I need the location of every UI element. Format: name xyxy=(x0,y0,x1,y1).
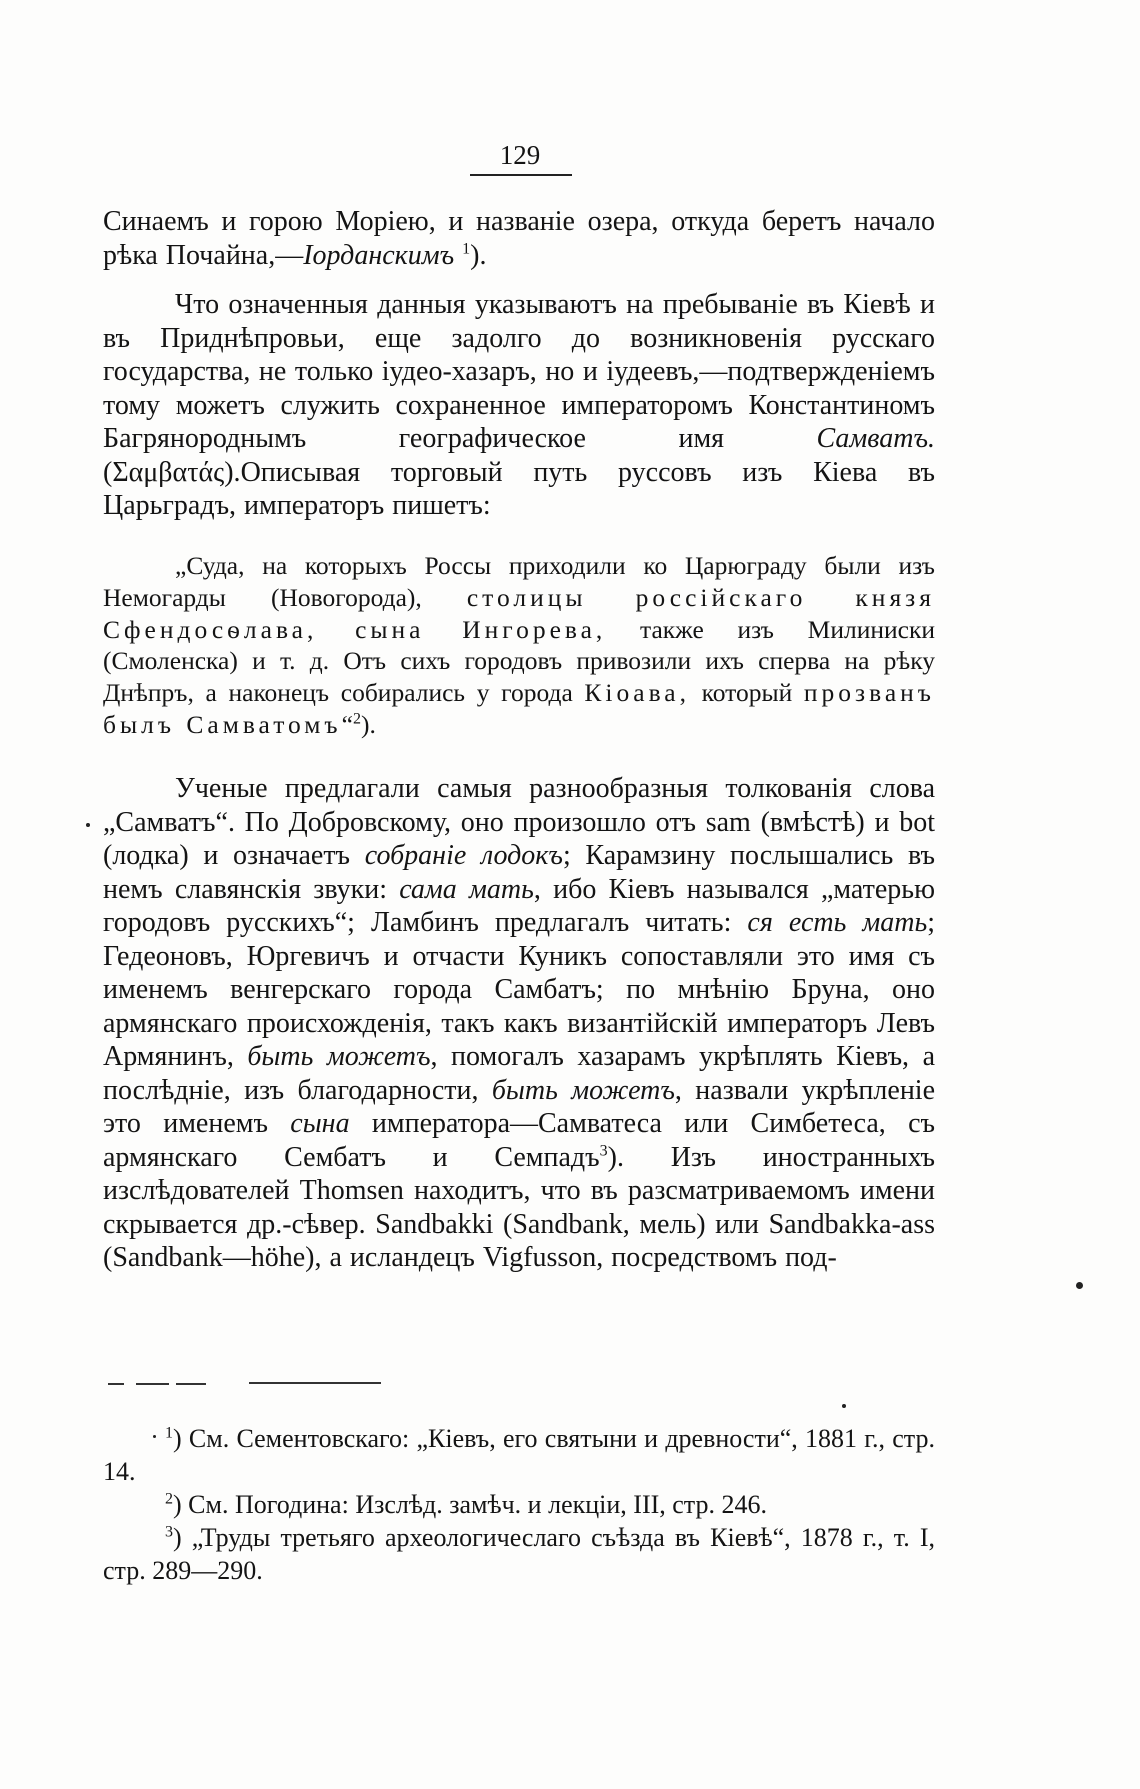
italic-samvat: Самватъ. xyxy=(816,423,935,454)
scan-speck xyxy=(1076,1282,1083,1289)
italic-phrase: собраніе лодокъ xyxy=(364,840,563,871)
paragraph-1-text: Синаемъ и горою Моріею, и названіе озера, откуда беретъ начало рѣка Почайна,—Іорданскимъ $^1$). xyxy=(103,206,935,271)
spaced-text: столицы россійскаго князя Сфендосѳлава, сына Ингорева, xyxy=(103,582,935,644)
paragraph-3-text: Ученые предлагали самыя разнообразныя толкованія слова „Самватъ“. По Добровскому, оно произошло отъ sam (вмѣстѣ) и bot (лодка) и означаетъ собраніе лодокъ; Карамзину послышались въ немъ славянскія звуки: сама мать, ибо Кіевъ назывался „матерью городовъ русскихъ“; Ламбинъ предлагалъ читать: ся есть мать; Гедеоновъ, Юргевичъ и отчасти Куникъ сопоставляли это имя съ именемъ венгерскаго города Самбатъ; по мнѣнію Бруна, оно армянскаго происхожденія, такъ какъ византійскій императоръ Левъ Армянинъ, быть можетъ, помогалъ хазарамъ укрѣплять Кіевъ, а послѣдніе, изъ благодарности, быть можетъ, назвали укрѣпленіе это именемъ сына императора—Самватеса или Симбетеса, съ армянскаго Сембатъ и Семпадъ$^3$). Изъ иностранныхъ изслѣдователей Thomsen находитъ, что въ разсматриваемомъ имени скрывается др.-сѣвер. Sandbakki (Sandbank, мель) или Sandbakka-ass (Sandbank—höhe), а исландецъ Vigfusson, посредствомъ под- xyxy=(103,773,936,1273)
greek-samvatas: (Σαμβατάς). xyxy=(103,456,241,488)
footnote-1: $^1$) См. Сементовскаго: „Кіевъ, его святыни и древности“, 1881 г., стр. 14. xyxy=(103,1424,935,1486)
footnote-3: $^3$) „Труды третьяго археологичеслаго съѣзда въ Кіевѣ“, 1878 г., т. I, стр. 289—290. xyxy=(103,1523,935,1585)
footnote-separator xyxy=(136,1383,169,1385)
italic-phrase: сама мать xyxy=(399,873,534,905)
italic-phrase: быть можетъ xyxy=(247,1041,431,1072)
footnote-separator xyxy=(249,1382,381,1384)
footnote-separator xyxy=(108,1383,124,1385)
paragraph-3 xyxy=(103,772,935,1275)
footnote-ref-1: 1 xyxy=(462,240,471,258)
footnotes xyxy=(103,1422,935,1587)
paragraph-2-text: Что означенныя данныя указываютъ на пребываніе въ Кіевѣ и въ Приднѣпровьи, еще задолго до возникновенія русскаго государства, не только іудео-хазаръ, но и іудеевъ,—подтвержденіемъ тому можетъ служить сохраненное императоромъ Константиномъ Багрянороднымъ географическое имя Самватъ. (Σαμβατάς).Описывая торговый путь руссовъ изъ Кіева въ Царьградъ, императоръ пишетъ: xyxy=(103,289,935,521)
footnote-separator xyxy=(176,1383,206,1385)
quotation-text: „Суда, на которыхъ Россы приходили ко Царюграду были изъ Немогарды (Новогорода), столицы россійскаго князя Сфендосѳлава, сына Ингорева, также изъ Милиниски (Смоленска) и т. д. Отъ сихъ городовъ привозили ихъ сперва на рѣку Днѣпръ, а наконецъ собирались у города Кіоава, который прозванъ былъ Самватомъ“$^2$). xyxy=(103,551,935,739)
quotation-block xyxy=(103,550,935,741)
paragraph-1 xyxy=(103,205,935,272)
page-number: 129 xyxy=(499,140,541,170)
italic-jordanskim: Іорданскимъ xyxy=(303,239,455,271)
page-number-rule xyxy=(470,174,572,176)
scan-speck xyxy=(86,823,90,827)
footnote-ref-3: 3 xyxy=(599,1142,608,1160)
italic-phrase: ся есть мать xyxy=(747,907,928,938)
footnote-ref-2: 2 xyxy=(352,710,361,728)
scan-speck xyxy=(153,1435,156,1438)
footnote-2: $^2$) См. Погодина: Изслѣд. замѣч. и лекціи, III, стр. 246. xyxy=(165,1490,767,1519)
paragraph-2 xyxy=(103,288,935,523)
spaced-text: прозванъ былъ Самватомъ xyxy=(103,678,935,739)
spaced-text: Кіоава, xyxy=(584,678,690,708)
italic-phrase: сына xyxy=(290,1108,350,1139)
italic-phrase: быть можетъ xyxy=(491,1074,675,1106)
scan-speck xyxy=(842,1404,846,1408)
